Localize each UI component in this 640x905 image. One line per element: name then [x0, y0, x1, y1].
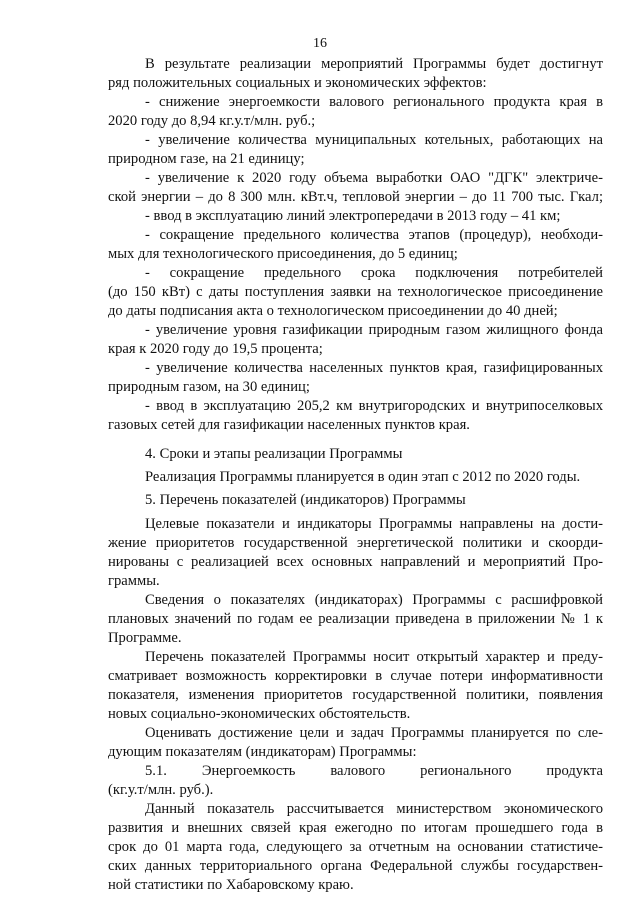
text-line: Программе. — [108, 630, 182, 646]
text-line: ской энергии – до 8 300 млн. кВт.ч, тепловой энергии – до 11 700 тыс. Гкал; — [108, 189, 603, 205]
text-line: края к 2020 году до 19,5 процента; — [108, 341, 323, 357]
text-line: мых для технологического присоединения, до 5 единиц; — [108, 246, 458, 262]
text-line: ной статистики по Хабаровскому краю. — [108, 877, 354, 893]
text-line: 5. Перечень показателей (индикаторов) Программы — [145, 492, 466, 508]
text-line: дующим показателям (индикаторам) Программы: — [108, 744, 417, 760]
text-line: до даты подписания акта о технологическом присоединении до 40 дней; — [108, 303, 558, 319]
page-number: 16 — [313, 36, 327, 51]
text-line: развития и внешних связей края ежегодно по итогам прошедшего года в — [108, 820, 603, 836]
text-line: Сведения о показателях (индикаторах) Программы с расшифровкой — [145, 592, 603, 608]
text-line: (кг.у.т/млн. руб.). — [108, 782, 214, 798]
text-line: В результате реализации мероприятий Программы будет достигнут — [145, 56, 603, 72]
text-line: газовых сетей для газификации населенных пунктов края. — [108, 417, 470, 433]
text-line: - ввод в эксплуатацию 205,2 км внутригородских и внутрипоселковых — [145, 398, 603, 414]
text-line: срок до 01 марта года, следующего за отчетным на основании статистиче- — [108, 839, 603, 855]
text-line: - ввод в эксплуатацию линий электропередачи в 2013 году – 41 км; — [145, 208, 561, 224]
text-line: - снижение энергоемкости валового регионального продукта края в — [145, 94, 603, 110]
text-line: граммы. — [108, 573, 160, 589]
text-line: нированы с реализацией всех основных направлений и мероприятий Про- — [108, 554, 603, 570]
text-line: Реализация Программы планируется в один этап с 2012 по 2020 годы. — [145, 469, 581, 485]
text-line: Оценивать достижение цели и задач Программы планируется по сле- — [145, 725, 603, 741]
text-line: природным газом, на 30 единиц; — [108, 379, 310, 395]
text-line: - сокращение предельного количества этапов (процедур), необходи- — [145, 227, 603, 243]
text-line: Данный показатель рассчитывается министерством экономического — [145, 801, 603, 817]
text-line: Целевые показатели и индикаторы Программы направлены на дости- — [145, 516, 603, 532]
text-line: 4. Сроки и этапы реализации Программы — [145, 446, 403, 462]
text-line: сматривает возможность корректировки в случае потери информативности — [108, 668, 603, 684]
text-line: - увеличение уровня газификации природным газом жилищного фонда — [145, 322, 603, 338]
text-line: ряд положительных социальных и экономических эффектов: — [108, 75, 487, 91]
text-line: плановых значений по годам ее реализации приведена в приложении № 1 к — [108, 611, 603, 627]
text-line: Перечень показателей Программы носит открытый характер и преду- — [145, 649, 603, 665]
text-line: - увеличение количества муниципальных котельных, работающих на — [145, 132, 603, 148]
text-line: 5.1. Энергоемкость валового регионального продукта — [145, 763, 603, 779]
text-line: ских данных территориального органа Федеральной службы государствен- — [108, 858, 603, 874]
text-line: новых социально-экономических обстоятельств. — [108, 706, 411, 722]
text-line: 2020 году до 8,94 кг.у.т/млн. руб.; — [108, 113, 316, 129]
text-line: жение приоритетов государственной энергетической политики и скоорди- — [108, 535, 603, 551]
text-line: природном газе, на 21 единицу; — [108, 151, 305, 167]
text-line: - увеличение количества населенных пунктов края, газифицированных — [145, 360, 603, 376]
text-line: - сокращение предельного срока подключения потребителей — [145, 265, 603, 281]
text-line: (до 150 кВт) с даты поступления заявки на технологическое присоединение — [108, 284, 603, 300]
text-line: показателя, изменения приоритетов государственной политики, появления — [108, 687, 603, 703]
text-line: - увеличение к 2020 году объема выработки ОАО "ДГК" электриче- — [145, 170, 603, 186]
